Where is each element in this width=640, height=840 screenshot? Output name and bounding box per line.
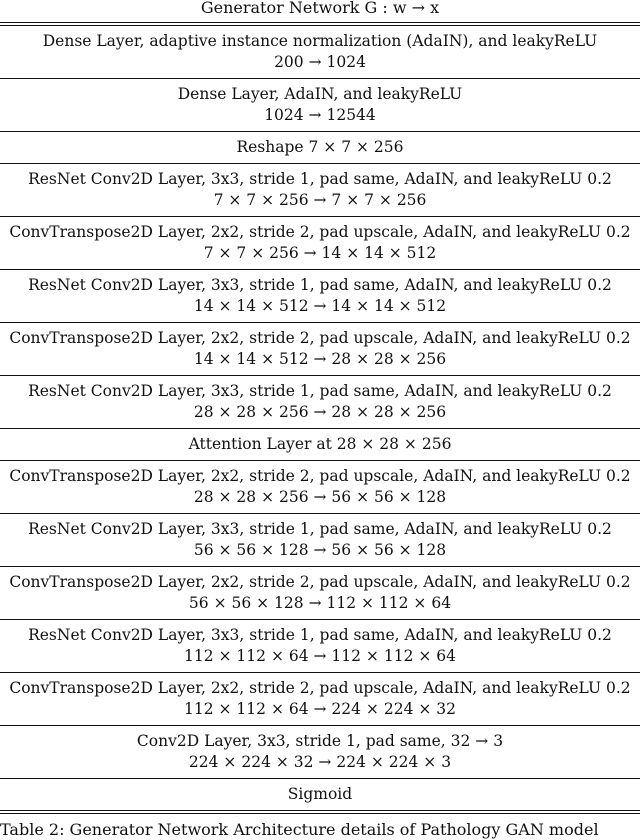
table-row: [0, 132, 640, 163]
layer-description: ResNet Conv2D Layer, 3x3, stride 1, pad same, AdaIN, and leakyReLU 0.2: [28, 626, 612, 644]
layer-dimensions: 14 × 14 × 512 → 14 × 14 × 512: [193, 297, 447, 315]
layer-description: Conv2D Layer, 3x3, stride 1, pad same, 32 → 3: [136, 732, 504, 750]
table-row: [0, 514, 640, 566]
layer-dimensions: 1024 → 12544: [264, 106, 376, 124]
layer-dimensions: 28 × 28 × 256 → 28 × 28 × 256: [193, 403, 447, 421]
table-row: [0, 79, 640, 131]
layer-dimensions: 14 × 14 × 512 → 28 × 28 × 256: [193, 350, 447, 368]
layer-description: ResNet Conv2D Layer, 3x3, stride 1, pad same, AdaIN, and leakyReLU 0.2: [28, 382, 612, 400]
layer-dimensions: 112 × 112 × 64 → 112 × 112 × 64: [184, 647, 456, 665]
table-row: [0, 323, 640, 375]
layer-description: ResNet Conv2D Layer, 3x3, stride 1, pad same, AdaIN, and leakyReLU 0.2: [28, 276, 612, 294]
layer-description: Dense Layer, AdaIN, and leakyReLU: [177, 85, 463, 103]
bottom-double-rule: [0, 810, 640, 814]
table-row: [0, 270, 640, 322]
layer-dimensions: 7 × 7 × 256 → 7 × 7 × 256: [213, 191, 427, 209]
layer-description: Sigmoid: [287, 785, 353, 803]
table-row: [0, 164, 640, 216]
table-row: [0, 217, 640, 269]
table-row: [0, 673, 640, 725]
layer-description: ConvTranspose2D Layer, 2x2, stride 2, pad upscale, AdaIN, and leakyReLU 0.2: [9, 573, 631, 591]
table-row: [0, 620, 640, 672]
layer-description: ConvTranspose2D Layer, 2x2, stride 2, pad upscale, AdaIN, and leakyReLU 0.2: [9, 679, 631, 697]
layer-dimensions: 7 × 7 × 256 → 14 × 14 × 512: [203, 244, 437, 262]
table-row: [0, 26, 640, 78]
layer-dimensions: 224 × 224 × 32 → 224 × 224 × 3: [188, 753, 452, 771]
layer-description: ConvTranspose2D Layer, 2x2, stride 2, pad upscale, AdaIN, and leakyReLU 0.2: [9, 329, 631, 347]
layer-dimensions: 28 × 28 × 256 → 56 × 56 × 128: [193, 488, 447, 506]
layer-dimensions: 200 → 1024: [274, 53, 366, 71]
layer-dimensions: 56 × 56 × 128 → 112 × 112 × 64: [188, 594, 452, 612]
table-caption: Table 2: Generator Network Architecture details of Pathology GAN model: [0, 820, 599, 839]
table-row: [0, 429, 640, 460]
table-row: [0, 779, 640, 810]
table-row: [0, 726, 640, 778]
layer-dimensions: 112 × 112 × 64 → 224 × 224 × 32: [184, 700, 456, 718]
layer-description: ConvTranspose2D Layer, 2x2, stride 2, pad upscale, AdaIN, and leakyReLU 0.2: [9, 467, 631, 485]
layer-dimensions: 56 × 56 × 128 → 56 × 56 × 128: [193, 541, 447, 559]
table-title: Generator Network G : w → x: [200, 0, 440, 17]
table-body: [0, 26, 640, 810]
layer-description: ResNet Conv2D Layer, 3x3, stride 1, pad same, AdaIN, and leakyReLU 0.2: [28, 170, 612, 188]
layer-description: Dense Layer, adaptive instance normalization (AdaIN), and leakyReLU: [42, 32, 598, 50]
table-row: [0, 461, 640, 513]
layer-description: Attention Layer at 28 × 28 × 256: [188, 435, 452, 453]
table-row: [0, 567, 640, 619]
layer-description: ResNet Conv2D Layer, 3x3, stride 1, pad same, AdaIN, and leakyReLU 0.2: [28, 520, 612, 538]
layer-description: Reshape 7 × 7 × 256: [236, 138, 404, 156]
layer-description: ConvTranspose2D Layer, 2x2, stride 2, pad upscale, AdaIN, and leakyReLU 0.2: [9, 223, 631, 241]
table-row: [0, 376, 640, 428]
